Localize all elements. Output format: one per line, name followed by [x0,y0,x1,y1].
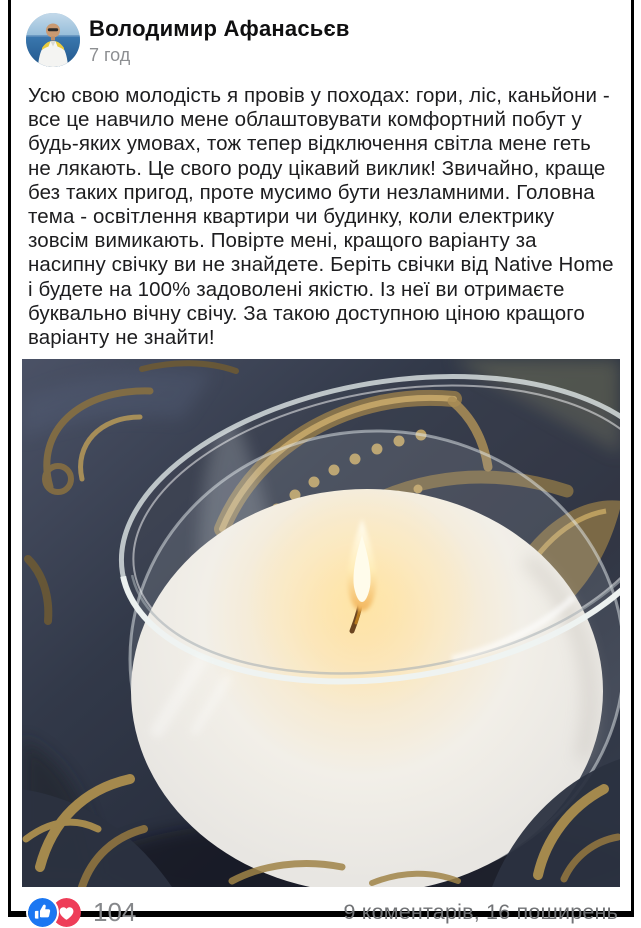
reactions[interactable] [28,897,136,928]
avatar-image [26,13,80,67]
post-header [11,0,631,67]
header-text [89,13,350,66]
timestamp[interactable]: 7 год [89,45,131,66]
reaction-count[interactable]: 104 [93,897,137,928]
avatar[interactable] [26,13,80,67]
post-footer [11,887,631,928]
comments-shares[interactable]: 9 коментарів, 16 поширень [343,900,618,925]
post-photo[interactable] [22,359,620,887]
post-card [8,0,634,928]
post-text: Усю свою молодість я провів у походах: гори, ліс, каньйони - все це навчило мене облаштовувати комфортний побут у будь-яких умовах, тож тепер відключення світла мене геть не лякають. Це свого роду цікавий виклик! Звичайно, краще без таких пригод, проте мусимо бути незламними. Головна тема - освітлення квартири чи будинку, коли електрику зовсім вимикають. Повірте мені, кращого варіанту за насипну свічку ви не знайдете. Беріть свічки від Native Home і будете на 100% задоволені якістю. Із неї ви отримаєте буквально вічну свічу. За такою доступною ціною кращого варіанту не знайти! [28,84,614,350]
candle-photo-illustration [22,359,620,887]
author-name[interactable]: Володимир Афанасьєв [89,16,350,41]
thumbs-up-icon[interactable] [28,898,57,927]
